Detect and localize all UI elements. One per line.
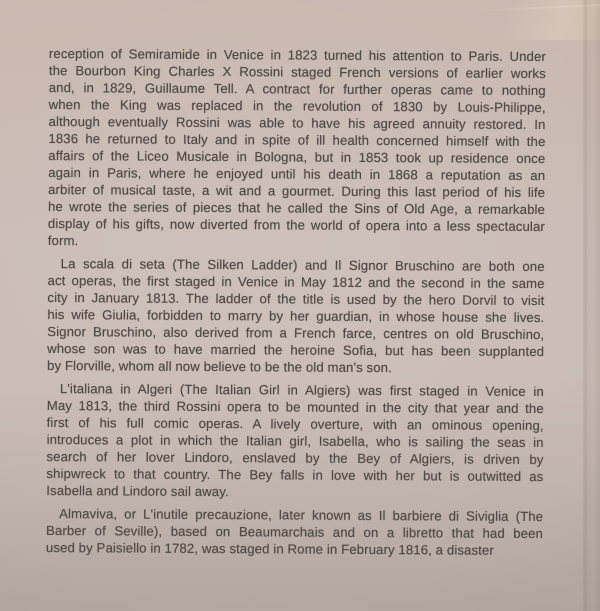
paragraph bbox=[46, 505, 543, 559]
paragraph bbox=[48, 45, 546, 252]
text-line: La scala di seta (The Silken Ladder) and Il Signor Bruschino are both one bbox=[60, 256, 545, 275]
text-line: affairs of the Liceo Musicale in Bologna, but in 1853 took up residence once bbox=[48, 147, 546, 167]
text-line: L'italiana in Algeri (The Italian Girl in Algiers) was first staged in Venice in bbox=[59, 381, 544, 400]
text-line: by Florville, whom all now believe to be the old man's son. bbox=[46, 357, 392, 376]
text-line: his wife Giulia, forbidden to marry by her guardian, in whose house she lives. bbox=[47, 306, 545, 326]
paragraph bbox=[46, 380, 544, 502]
text-line: Almaviva, or L'inutile precauzione, later known as Il barbiere di Siviglia (The bbox=[59, 506, 544, 525]
text-line: when the King was replaced in the revolution of 1830 by Louis-Philippe, bbox=[48, 96, 546, 116]
text-line: search of her lover Lindoro, enslaved by the Bey of Algiers, is driven by bbox=[46, 448, 544, 468]
text-line: whose son was to have married the heroine Sofia, but has been supplanted bbox=[47, 340, 545, 360]
paragraph bbox=[47, 255, 545, 377]
text-line: reception of Semiramide in Venice in 1823 turned his attention to Paris. Under bbox=[48, 45, 546, 65]
text-line: Signor Bruschino, also derived from a French farce, centres on old Bruschino, bbox=[47, 323, 545, 343]
text-line: shipwreck to that country. The Bey falls in love with her but is outwitted as bbox=[46, 465, 544, 485]
text-line: although eventually Rossini was able to have his agreed annuity restored. In bbox=[48, 113, 546, 133]
text-line: and, in 1829, Guillaume Tell. A contract for further operas came to nothing bbox=[48, 79, 546, 99]
text-line: used by Paisiello in 1782, was staged in Rome in February 1816, a disaster bbox=[45, 539, 494, 558]
text-line: again in Paris, where he enjoyed until his death in 1868 a reputation as an bbox=[48, 164, 546, 184]
text-line: arbiter of musical taste, a wit and a gourmet. During this last period of his life bbox=[48, 181, 546, 201]
text-line: first of his full comic operas. A lively overture, with an ominous opening, bbox=[46, 414, 544, 434]
text-line: display of his gifts, now diverted from the world of opera into a less spectacular bbox=[47, 215, 545, 235]
text-line: form. bbox=[47, 232, 79, 249]
text-line: act operas, the first staged in Venice in May 1812 and the second in the same bbox=[47, 272, 545, 292]
text-line: 1836 he returned to Italy and in spite of ill health concerned himself with the bbox=[48, 130, 546, 150]
text-line: he wrote the series of pieces that he called the Sins of Old Age, a remarkable bbox=[47, 198, 546, 218]
page-edge-shadow bbox=[582, 0, 600, 611]
text-line: city in January 1813. The ladder of the title is used by the hero Dorvil to visit bbox=[47, 289, 545, 309]
text-line: Isabella and Lindoro sail away. bbox=[46, 482, 229, 500]
text-line: Barber of Seville), based on Beaumarchais and on a libretto that had been bbox=[45, 522, 544, 542]
text-line: introduces a plot in which the Italian girl, Isabella, who is sailing the seas in bbox=[46, 431, 544, 451]
text-line: the Bourbon King Charles X Rossini staged French versions of earlier works bbox=[48, 62, 546, 82]
page-text bbox=[46, 45, 546, 559]
text-line: May 1813, the third Rossini opera to be mounted in the city that year and the bbox=[46, 397, 544, 417]
